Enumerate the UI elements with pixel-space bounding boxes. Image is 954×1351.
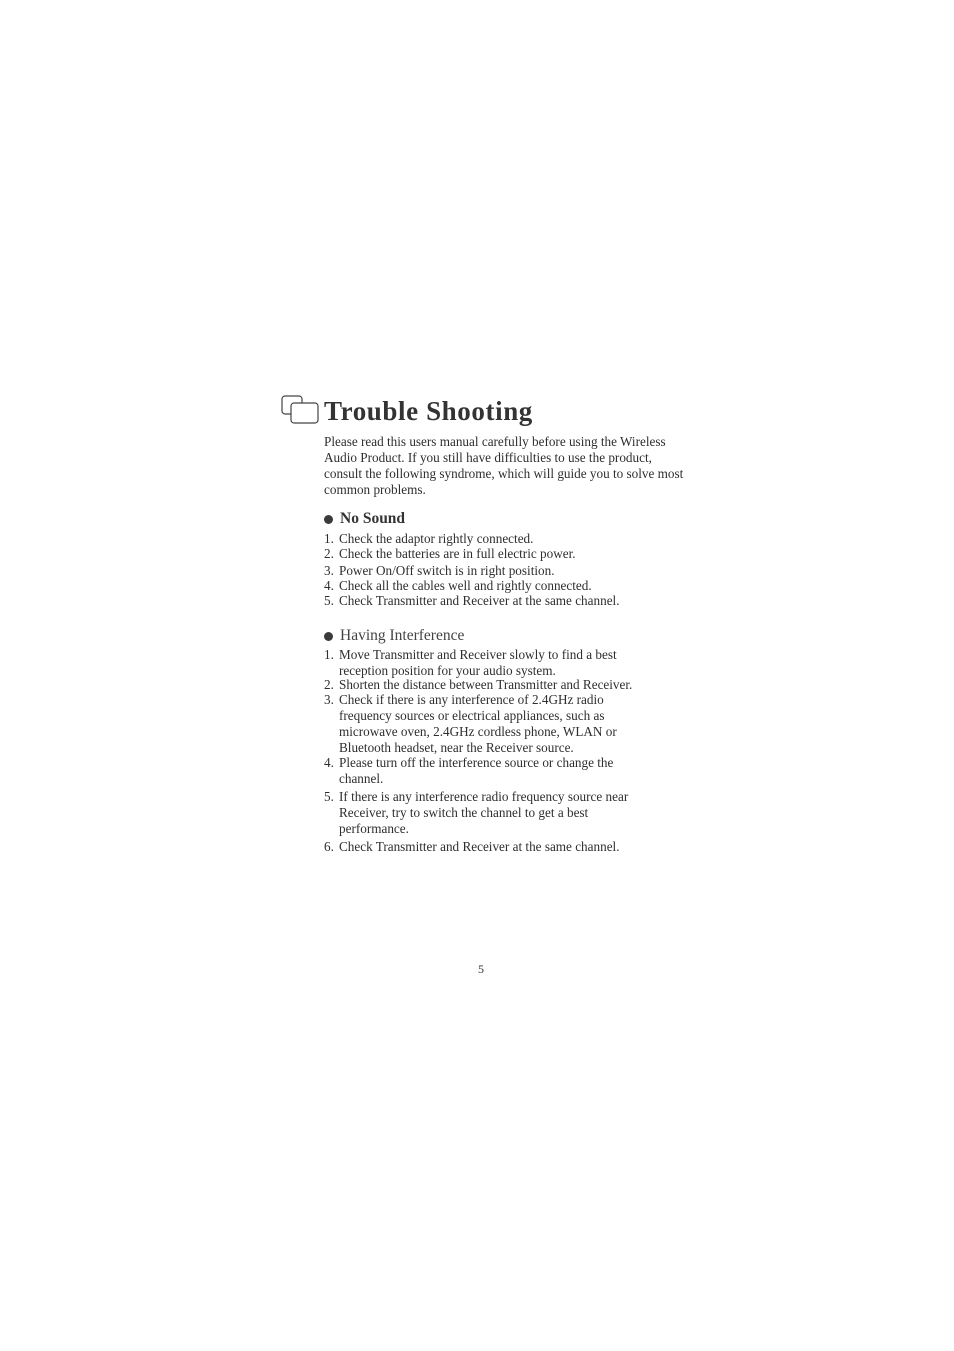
item-text: Power On/Off switch is in right position.	[339, 563, 555, 578]
list-item	[324, 692, 617, 756]
list-item	[324, 647, 617, 679]
item-text: If there is any interference radio frequency source near Receiver, try to switch the channel to get a best performance.	[339, 789, 629, 836]
item-number: 1.	[324, 647, 334, 662]
list-item	[324, 593, 620, 609]
bullet-icon	[324, 632, 333, 641]
item-text: Check the batteries are in full electric power.	[339, 546, 576, 561]
page-title: Trouble Shooting	[324, 396, 533, 426]
item-number: 3.	[324, 563, 334, 578]
interference-list	[324, 647, 694, 859]
section-heading-label: No Sound	[340, 510, 406, 527]
list-item	[324, 531, 533, 547]
item-number: 5.	[324, 789, 334, 804]
item-number: 3.	[324, 692, 334, 707]
intro-paragraph: Please read this users manual carefully before using the Wireless Audio Product. If you still have difficulties to use the product, consult the following syndrome, which will guide you to solve most common problems.	[324, 434, 684, 497]
item-text: Shorten the distance between Transmitter and Receiver.	[339, 677, 633, 692]
item-number: 2.	[324, 677, 334, 692]
item-number: 1.	[324, 531, 334, 546]
overlapping-squares-icon	[280, 394, 320, 426]
list-item	[324, 578, 592, 594]
list-item	[324, 546, 576, 562]
item-number: 2.	[324, 546, 334, 561]
no-sound-list	[324, 531, 694, 611]
item-number: 5.	[324, 593, 334, 608]
item-number: 4.	[324, 578, 334, 593]
bullet-icon	[324, 515, 333, 524]
item-text: Check Transmitter and Receiver at the same channel.	[339, 839, 620, 854]
page-number: 5	[478, 962, 484, 976]
item-text: Please turn off the interference source or change the channel.	[339, 755, 614, 786]
item-text: Check all the cables well and rightly connected.	[339, 578, 592, 593]
section-heading-interference	[324, 627, 464, 645]
item-text: Check Transmitter and Receiver at the same channel.	[339, 593, 620, 608]
list-item	[324, 563, 555, 579]
item-text: Check the adaptor rightly connected.	[339, 531, 534, 546]
item-text: Move Transmitter and Receiver slowly to find a best reception position for your audio system.	[339, 647, 617, 678]
item-number: 6.	[324, 839, 334, 854]
list-item	[324, 677, 632, 693]
section-heading-label: Having Interference	[340, 627, 465, 644]
list-item	[324, 789, 628, 837]
section-heading-no-sound	[324, 510, 405, 528]
item-text: Check if there is any interference of 2.4GHz radio frequency sources or electrical appliances, such as microwave oven, 2.4GHz cordless phone, WLAN or Bluetooth headset, near the Receiver source.	[339, 692, 617, 755]
list-item	[324, 755, 613, 787]
item-number: 4.	[324, 755, 334, 770]
list-item	[324, 839, 620, 855]
